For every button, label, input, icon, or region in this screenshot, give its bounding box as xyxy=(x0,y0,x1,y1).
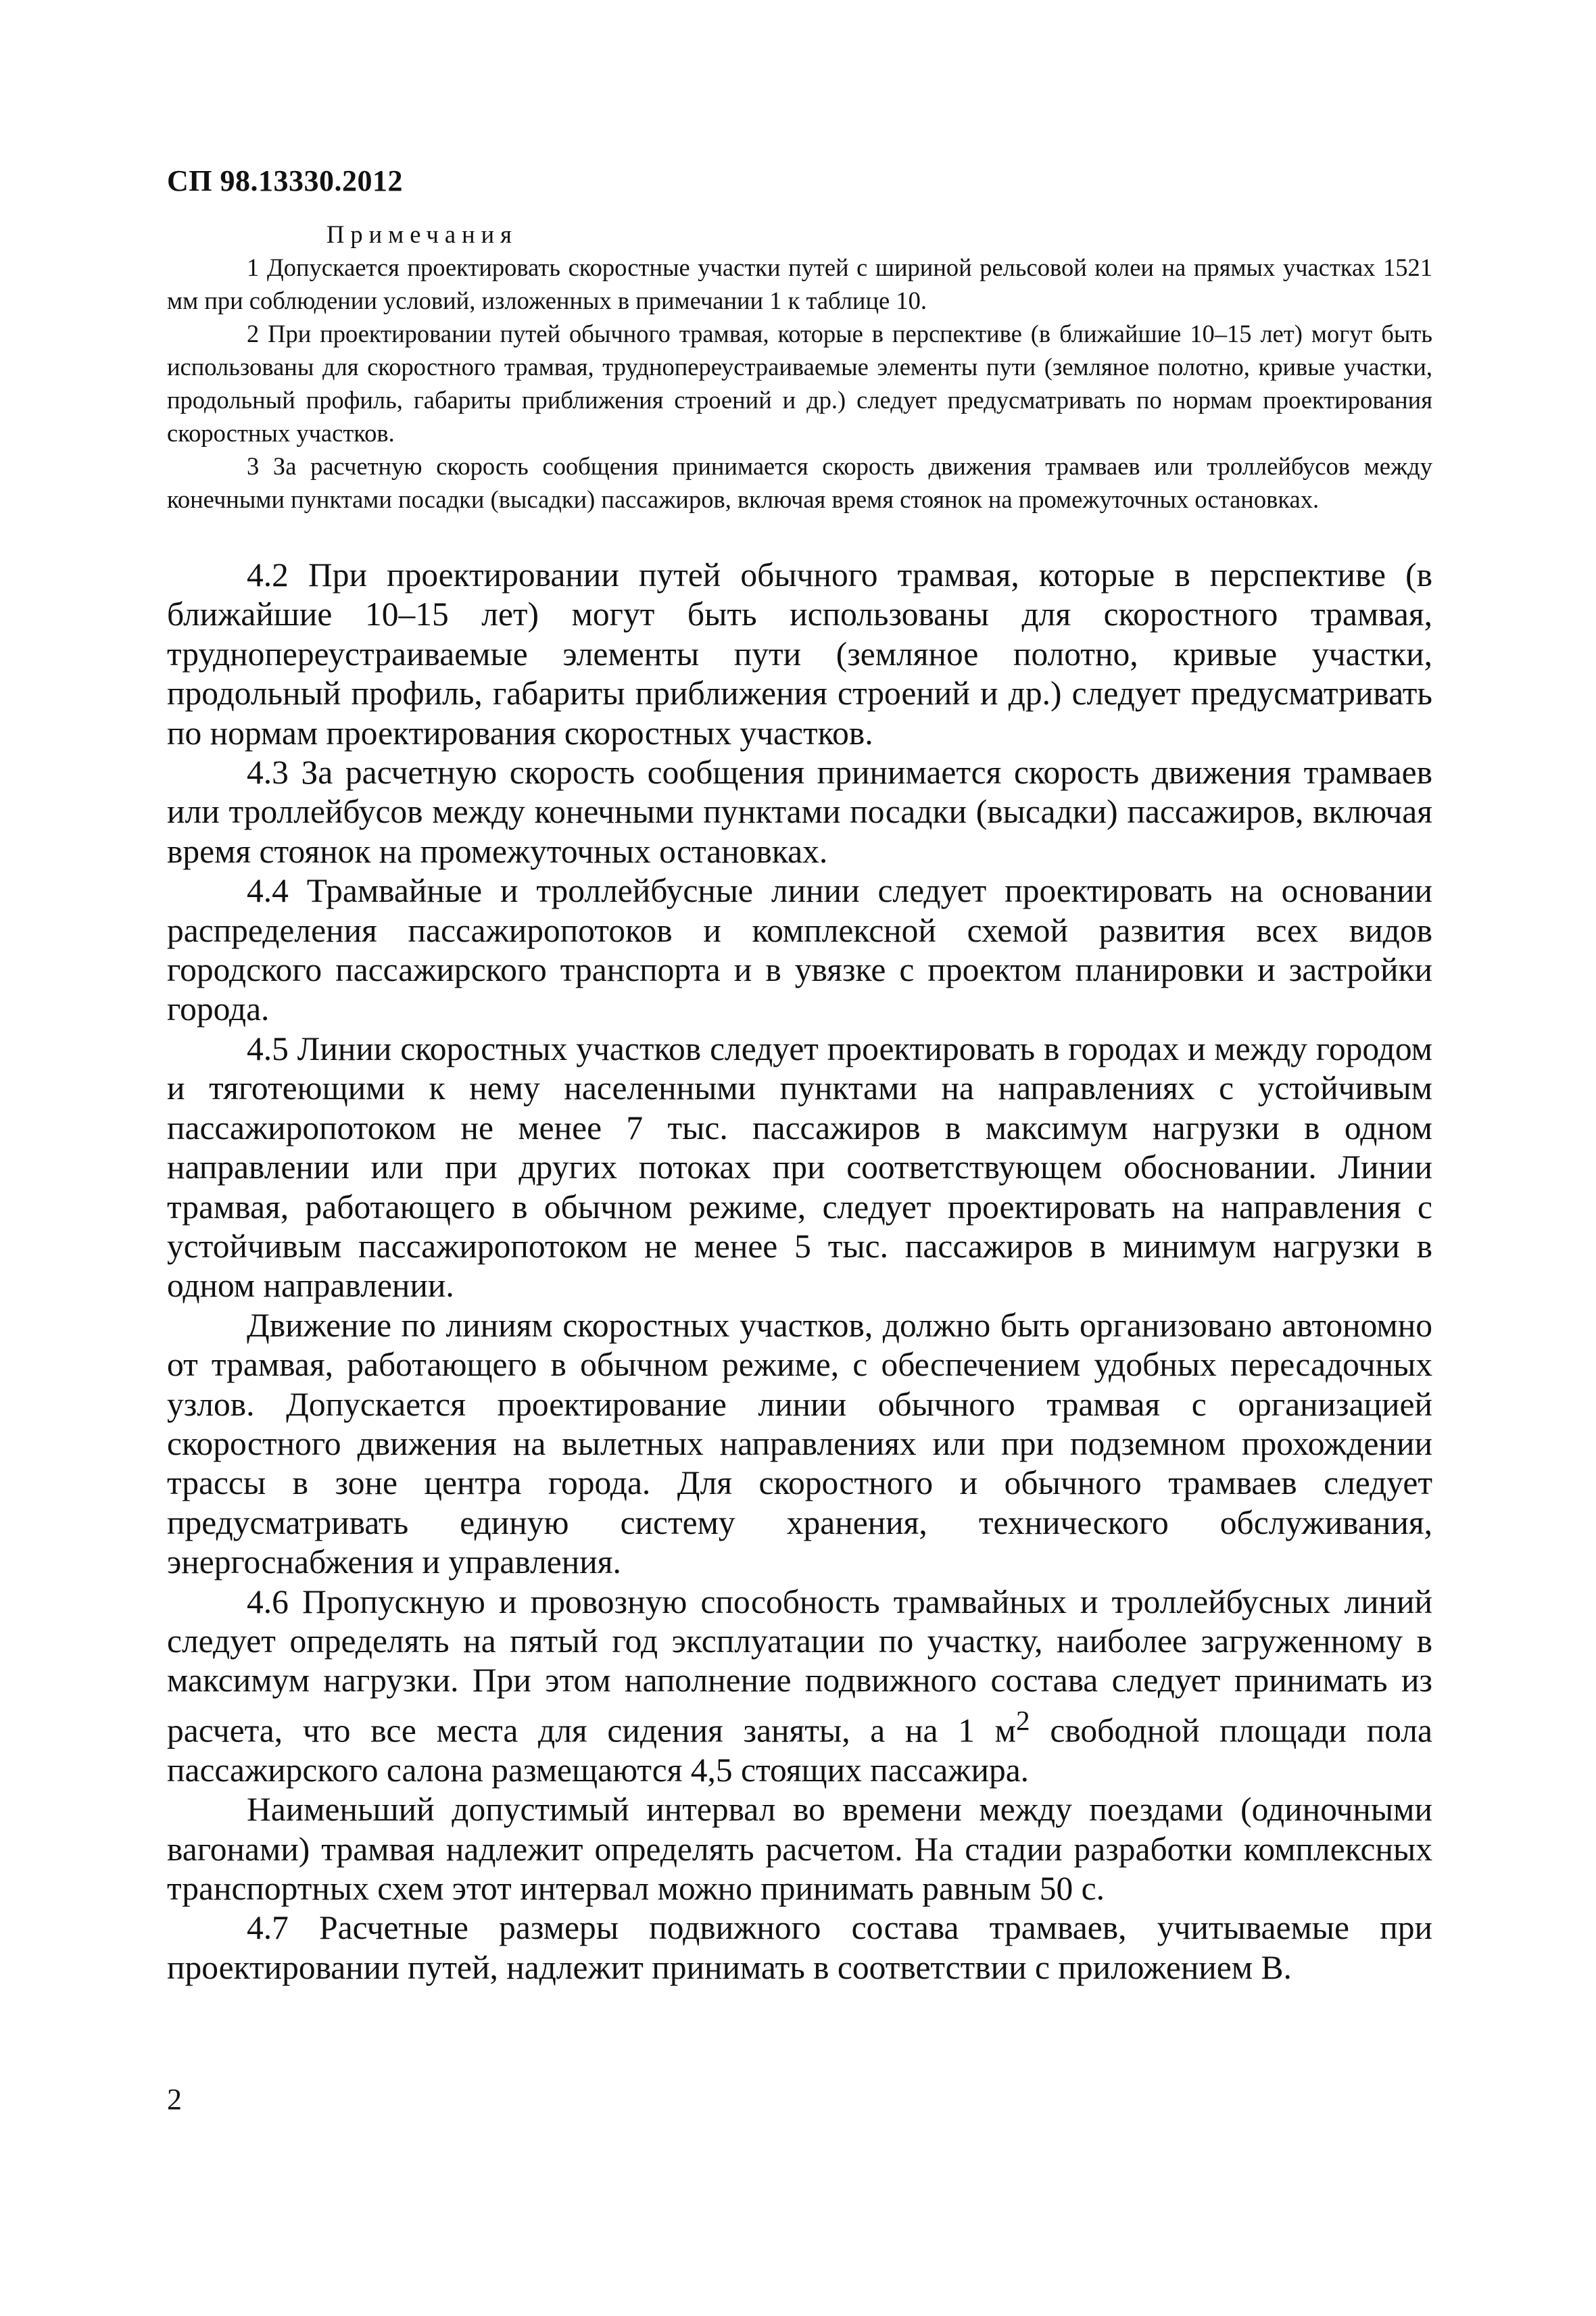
notes-block xyxy=(167,218,1432,516)
paragraph-4-7: 4.7 Расчетные размеры подвижного состава трамваев, учитываемые при проектировании путей, надлежит принимать в соответствии с приложением В. xyxy=(167,1909,1432,1986)
document-code-header: СП 98.13330.2012 xyxy=(167,164,403,197)
paragraph-4-5-continued: Движение по линиям скоростных участков, должно быть организовано автономно от трамвая, работающего в обычном режиме, с обеспечением удобных пересадочных узлов. Допускается проектирование линии обычного трамвая с организацией скоростного движения на вылетных направлениях или при подземном прохождении трассы в зоне центра города. Для скоростного и обычного трамваев следует предусматривать единую систему хранения, технического обслуживания, энергоснабжения и управления. xyxy=(167,1306,1432,1581)
paragraph-4-2: 4.2 При проектировании путей обычного трамвая, которые в перспективе (в ближайшие 10–15 лет) могут быть использованы для скоростного трамвая, труднопереустраиваемые элементы пути (земляное полотно, кривые участки, продольный профиль, габариты приближения строений и др.) следует предусматривать по нормам проектирования скоростных участков. xyxy=(167,556,1432,752)
paragraph-4-6-interval: Наименьший допустимый интервал во времени между поездами (одиночными вагонами) трамвая надлежит определять расчетом. На стадии разработки комплексных транспортных схем этот интервал можно принимать равным 50 с. xyxy=(167,1791,1432,1907)
main-text xyxy=(167,556,1432,1987)
paragraph-4-6-text-end: свободной площади пола пассажирского салона размещаются 4,5 стоящих пассажира. xyxy=(167,1712,1432,1789)
notes-title: Примечания xyxy=(327,220,518,248)
page-number: 2 xyxy=(167,2083,182,2116)
paragraph-4-6-text-start: 4.6 Пропускную и провозную способность трамвайных и троллейбусных линий следует определять на пятый год эксплуатации по участку, наиболее загруженному в максимум нагрузки. При этом наполнение подвижного состава следует принимать из расчета, что все места для сидения заняты, а на 1 м xyxy=(167,1583,1432,1750)
superscript-square: 2 xyxy=(1016,1704,1030,1736)
note-item: 3 За расчетную скорость сообщения принимается скорость движения трамваев или троллейбусов между конечными пунктами посадки (высадки) пассажиров, включая время стоянок на промежуточных остановках. xyxy=(167,452,1432,513)
note-item: 1 Допускается проектировать скоростные участки путей с шириной рельсовой колеи на прямых участках 1521 мм при соблюдении условий, изложенных в примечании 1 к таблице 10. xyxy=(167,254,1432,314)
paragraph-4-6 xyxy=(167,1583,1432,1791)
paragraph-4-4: 4.4 Трамвайные и троллейбусные линии следует проектировать на основании распределения пассажиропотоков и комплексной схемой развития всех видов городского пассажирского транспорта и в увязке с проектом планировки и застройки города. xyxy=(167,872,1432,1028)
paragraph-4-3: 4.3 За расчетную скорость сообщения принимается скорость движения трамваев или троллейбусов между конечными пунктами посадки (высадки) пассажиров, включая время стоянок на промежуточных остановках. xyxy=(167,754,1432,870)
paragraph-4-5: 4.5 Линии скоростных участков следует проектировать в городах и между городом и тяготеющими к нему населенными пунктами на направлениях с устойчивым пассажиропотоком не менее 7 тыс. пассажиров в максимум нагрузки в одном направлении или при других потоках при соответствующем обосновании. Линии трамвая, работающего в обычном режиме, следует проектировать на направления с устойчивым пассажиропотоком не менее 5 тыс. пассажиров в минимум нагрузки в одном направлении. xyxy=(167,1030,1432,1305)
note-item: 2 При проектировании путей обычного трамвая, которые в перспективе (в ближайшие 10–15 лет) могут быть использованы для скоростного трамвая, труднопереустраиваемые элементы пути (земляное полотно, кривые участки, продольный профиль, габариты приближения строений и др.) следует предусматривать по нормам проектирования скоростных участков. xyxy=(167,320,1432,447)
